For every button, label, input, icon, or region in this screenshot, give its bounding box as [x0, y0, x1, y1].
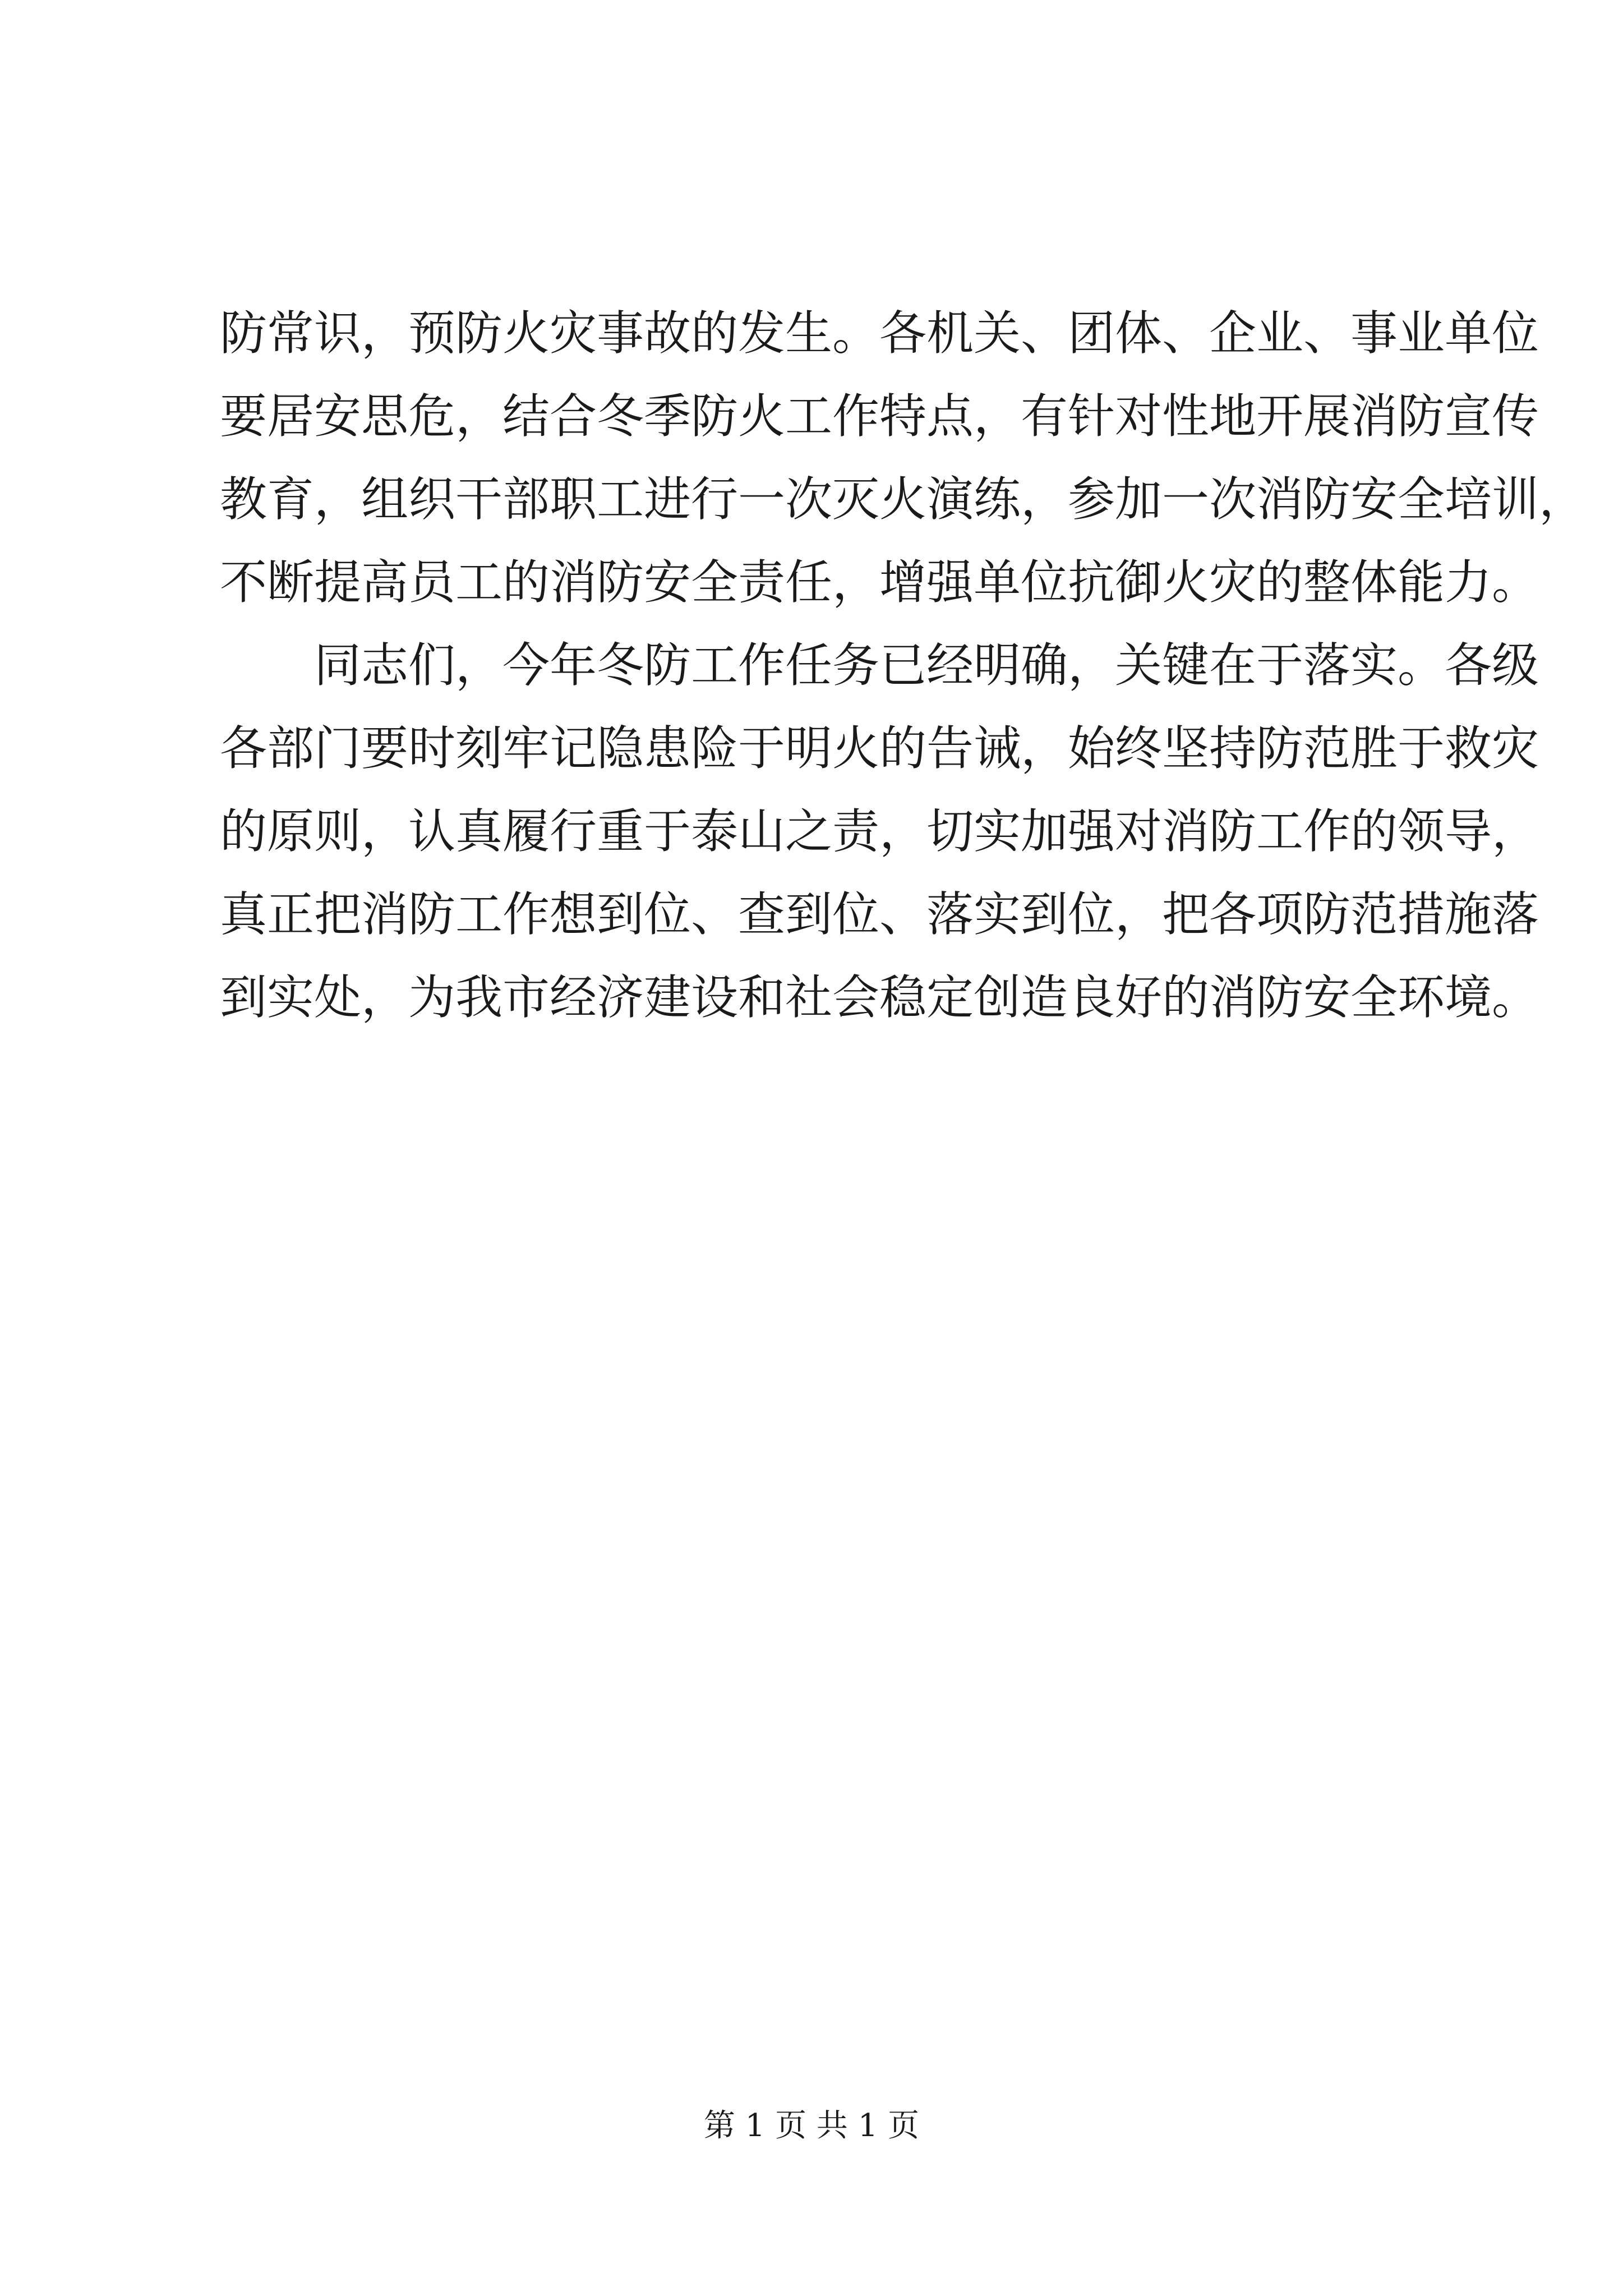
text-line: 到实处，为我市经济建设和社会稳定创造良好的消防安全环境。 [220, 970, 1539, 1025]
text-line: 真正把消防工作想到位、查到位、落实到位，把各项防范措施落 [220, 887, 1539, 942]
text-line: 防常识，预防火灾事故的发生。各机关、团体、企业、事业单位 [220, 306, 1539, 361]
page-number-footer: 第 1 页 共 1 页 [703, 2108, 920, 2144]
document-body [220, 292, 1587, 1039]
paragraph-1 [220, 292, 1587, 624]
text-line: 教育，组织干部职工进行一次灭火演练，参加一次消防安全培训， [220, 472, 1587, 527]
paragraph-2 [220, 624, 1539, 1039]
text-line: 要居安思危，结合冬季防火工作特点，有针对性地开展消防宣传 [220, 389, 1539, 444]
text-line: 各部门要时刻牢记隐患险于明火的告诫，始终坚持防范胜于救灾 [220, 721, 1539, 776]
text-line: 的原则，认真履行重于泰山之责，切实加强对消防工作的领导， [220, 804, 1539, 859]
text-line: 同志们，今年冬防工作任务已经明确，关键在于落实。各级 [314, 638, 1539, 693]
text-line: 不断提高员工的消防安全责任，增强单位抗御火灾的整体能力。 [220, 555, 1539, 610]
